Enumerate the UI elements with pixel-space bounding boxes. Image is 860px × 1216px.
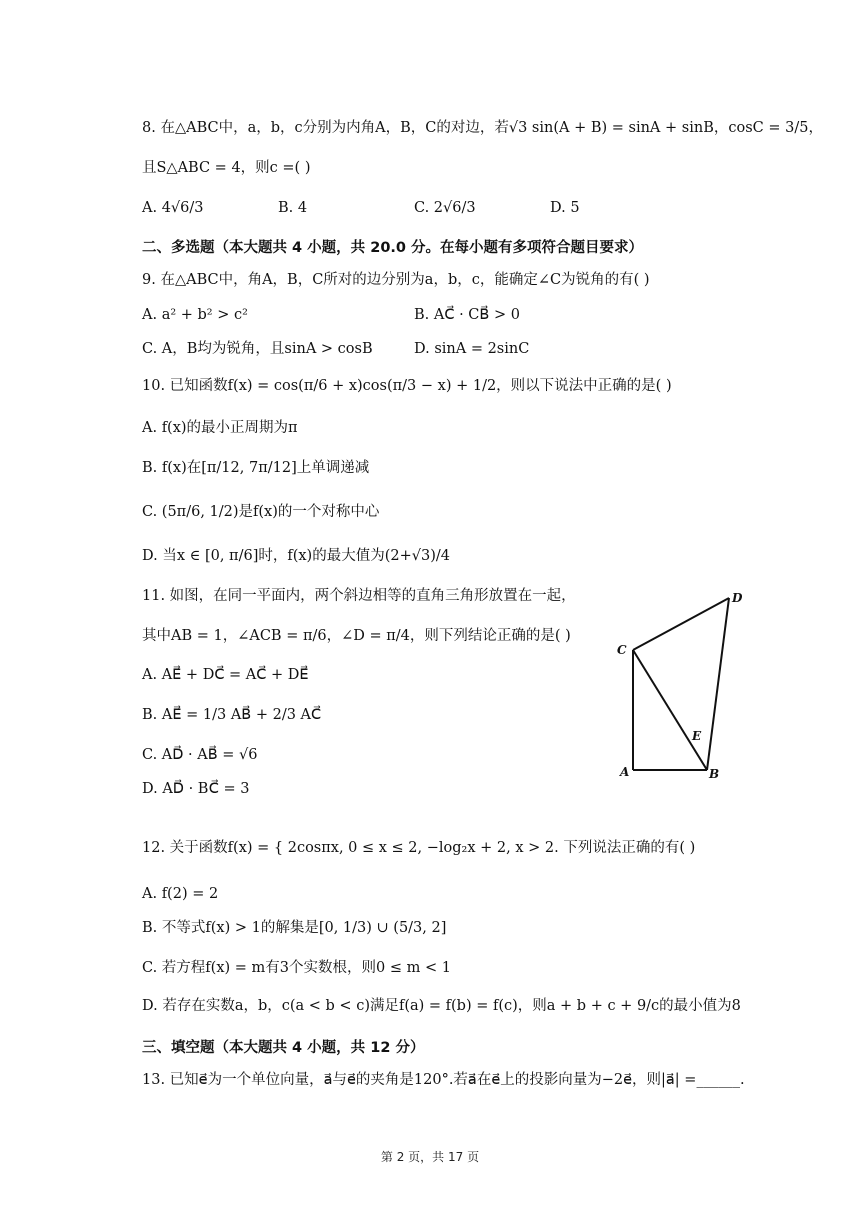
q11-option-d: D. AD⃗ · BC⃗ = 3 (142, 781, 250, 797)
q8-line1: 8. 在△ABC中，a，b，c分别为内角A，B，C的对边，若√3 sin(A + B) = sinA + sinB，cosC = 3/5， (142, 120, 823, 136)
q11-option-c: C. AD⃗ · AB⃗ = √6 (142, 747, 258, 763)
q11-line1: 11. 如图，在同一平面内，两个斜边相等的直角三角形放置在一起， (142, 588, 576, 604)
q11-option-b: B. AE⃗ = 1/3 AB⃗ + 2/3 AC⃗ (142, 707, 322, 723)
q12-option-d: D. 若存在实数a，b，c(a < b < c)满足f(a) = f(b) = f(c)，则a + b + c + 9/c的最小值为8 (142, 998, 741, 1014)
q10-option-b: B. f(x)在[π/12, 7π/12]上单调递减 (142, 460, 370, 476)
q9-option-a: A. a² + b² > c² (142, 307, 248, 323)
q9-option-b: B. AC⃗ · CB⃗ > 0 (414, 307, 520, 323)
page-footer: 第 2 页，共 17 页 (380, 1150, 480, 1164)
section-heading-multiple-choice: 二、多选题（本大题共 4 小题，共 20.0 分。在每小题有多项符合题目要求） (142, 240, 644, 256)
q12-option-b: B. 不等式f(x) > 1的解集是[0, 1/3) ∪ (5/3, 2] (142, 920, 447, 936)
section-heading-fill-in: 三、填空题（本大题共 4 小题，共 12 分） (142, 1040, 425, 1056)
q8-option-d: D. 5 (550, 200, 580, 216)
segment-db (707, 598, 729, 770)
q12-stem: 12. 关于函数f(x) = { 2cosπx, 0 ≤ x ≤ 2, −log₂x + 2, x > 2. 下列说法正确的有( ) (142, 840, 696, 856)
label-a: A (620, 765, 630, 779)
q8-option-b: B. 4 (278, 200, 308, 216)
q9-stem: 9. 在△ABC中，角A，B，C所对的边分别为a，b，c，能确定∠C为锐角的有( ) (142, 272, 650, 288)
triangle-figure (608, 586, 758, 786)
label-e: E (692, 729, 702, 743)
label-d: D (732, 591, 743, 605)
q10-option-c: C. (5π/6, 1/2)是f(x)的一个对称中心 (142, 504, 380, 520)
label-b: B (709, 767, 720, 781)
q10-stem: 10. 已知函数f(x) = cos(π/6 + x)cos(π/3 − x) + 1/2，则以下说法中正确的是( ) (142, 378, 672, 394)
q9-option-d: D. sinA = 2sinC (414, 341, 530, 357)
segment-cb (633, 650, 707, 770)
q12-option-a: A. f(2) = 2 (142, 886, 219, 902)
q10-option-d: D. 当x ∈ [0, π/6]时，f(x)的最大值为(2+√3)/4 (142, 548, 450, 564)
q10-option-a: A. f(x)的最小正周期为π (142, 420, 298, 436)
q11-line2: 其中AB = 1，∠ACB = π/6，∠D = π/4，则下列结论正确的是( ) (142, 628, 571, 644)
q11-option-a: A. AE⃗ + DC⃗ = AC⃗ + DE⃗ (142, 667, 309, 683)
q8-option-c: C. 2√6/3 (414, 200, 476, 216)
q13-stem: 13. 已知e⃗为一个单位向量，a⃗与e⃗的夹角是120°.若a⃗在e⃗上的投影向量为−2e⃗，则|a⃗| =______. (142, 1072, 745, 1088)
q8-line2: 且S△ABC = 4，则c =( ) (142, 160, 311, 176)
q9-option-c: C. A，B均为锐角，且sinA > cosB (142, 341, 373, 357)
q12-option-c: C. 若方程f(x) = m有3个实数根，则0 ≤ m < 1 (142, 960, 451, 976)
label-c: C (617, 643, 627, 657)
q8-option-a: A. 4√6/3 (142, 200, 204, 216)
segment-cd (633, 598, 729, 650)
